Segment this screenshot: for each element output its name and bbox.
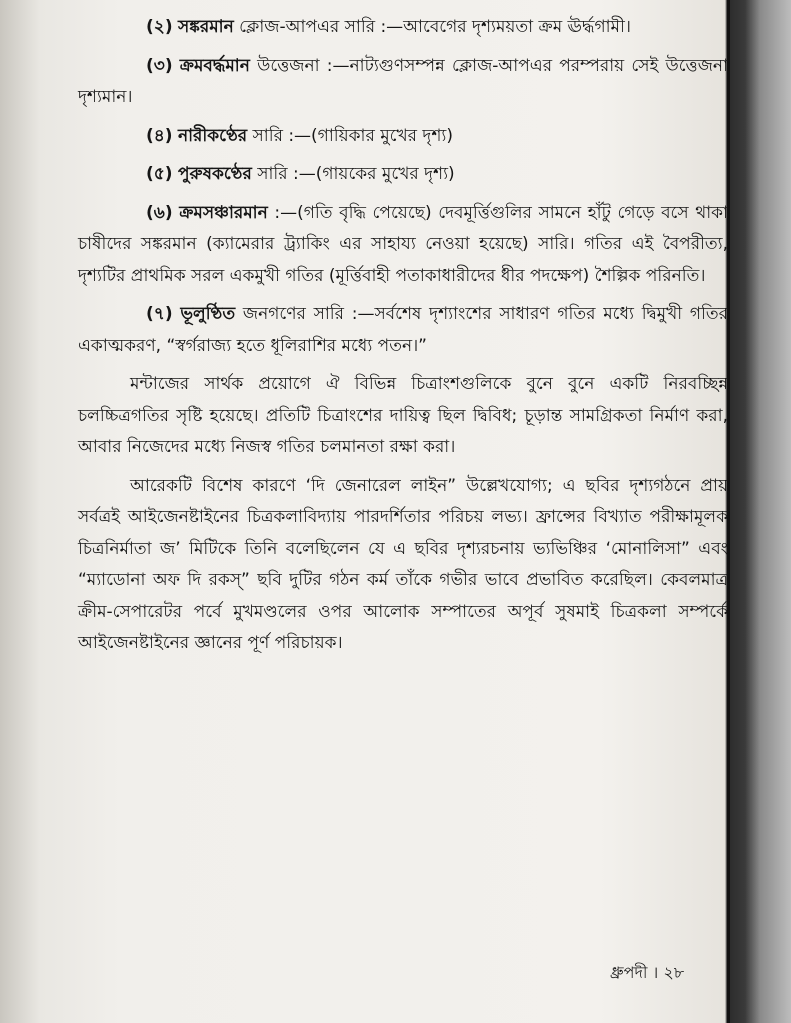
item-text: :—(গতি বৃদ্ধি পেয়েছে) দেবমূর্ত্তিগুলির সামনে হাঁটু গেড়ে বসে থাকা চাষীদের সঙ্করমান (ক্যামেরার ট্র্যাকিং এর সাহায্য নেওয়া হয়েছে) সারি। গতির এই বৈপরীত্য, দৃশ্যটির প্রাথমিক সরল একমুখী গতির (মূর্ত্তিবাহী পতাকাধারীদের ধীর পদক্ষেপ) শৈল্পিক পরিনতি।	[78, 202, 728, 286]
item-lead: পুরুষকণ্ঠের	[177, 164, 252, 184]
journal-name: ধ্রুপদী	[610, 963, 648, 982]
item-text: সারি :—(গায়কের মুখের দৃশ্য)	[251, 164, 455, 184]
list-item-4	[78, 121, 728, 153]
item-text: উত্তেজনা :—নাট্যগুণসম্পন্ন ক্লোজ-আপএর পরম্পরায় সেই উত্তেজনা দৃশ্যমান।	[78, 55, 728, 107]
list-item-2	[78, 12, 728, 44]
page-number: ২৮	[663, 963, 685, 982]
item-lead: নারীকণ্ঠের	[177, 125, 248, 146]
item-lead: ক্রমবর্দ্ধমান	[179, 55, 250, 76]
list-item-6	[78, 198, 728, 293]
body-paragraph-montage: মন্টাজের সার্থক প্রয়োগে ঐ বিভিন্ন চিত্রাংশগুলিকে বুনে বুনে একটি নিরবচ্ছিন্ন চলচ্চিত্রগতির সৃষ্টি হয়েছে। প্রতিটি চিত্রাংশের দায়িত্ব ছিল দ্বিবিধ; চূড়ান্ত সামগ্রিকতা নির্মাণ করা, আবার নিজেদের মধ্যে নিজস্ব গতির চলমানতা রক্ষা করা।	[78, 374, 728, 457]
item-lead: ভূলুণ্ঠিত	[180, 304, 236, 324]
item-number: (৬)	[146, 202, 173, 223]
item-text: জনগণের সারি :—সর্বশেষ দৃশ্যাংশের সাধারণ গতির মধ্যে দ্বিমুখী গতির একাত্মকরণ, “স্বর্গরাজ্য হতে ধূলিরাশির মধ্যে পতন।”	[78, 304, 728, 356]
item-number: (৫)	[146, 164, 173, 184]
item-number: (৩)	[146, 55, 173, 76]
item-number: (২)	[146, 17, 173, 37]
item-text: ক্লোজ-আপএর সারি :—আবেগের দৃশ্যময়তা ক্রম ঊর্দ্ধগামী।	[233, 17, 631, 37]
item-lead: সঙ্করমান	[178, 17, 234, 37]
list-item-3	[78, 51, 728, 114]
item-lead: ক্রমসঞ্চারমান	[179, 202, 268, 223]
list-item-7	[78, 299, 728, 362]
page-footer	[610, 960, 684, 987]
list-item-5	[78, 159, 728, 191]
page-body	[78, 12, 728, 667]
item-number: (৭)	[146, 304, 173, 324]
item-text: সারি :—(গায়িকার মুখের দৃশ্য)	[247, 125, 453, 146]
footer-separator: ।	[652, 963, 659, 982]
item-number: (৪)	[146, 125, 173, 146]
body-paragraph-general-line: আরেকটি বিশেষ কারণে ‘দি জেনারেল লাইন” উল্লেখযোগ্য; এ ছবির দৃশ্যগঠনে প্রায় সর্বত্রই আইজেনষ্টাইনের চিত্রকলাবিদ্যায় পারদর্শিতার পরিচয় লভ্য। ফ্রান্সের বিখ্যাত পরীক্ষামূলক চিত্রনির্মাতা জ’ মিটিকে তিনি বলেছিলেন যে এ ছবির দৃশ্যরচনায় ভ্যভিঞ্চির ‘মোনালিসা” এবং “ম্যাডোনা অফ দি রকস্” ছবি দুটির গঠন কর্ম তাঁকে গভীর ভাবে প্রভাবিত করেছিল। কেবলমাত্র ক্রীম-সেপারেটর পর্বে মুখমণ্ডলের ওপর আলোক সম্পাতের অপূর্ব সুষমাই চিত্রকলা সম্পর্কে আইজেনষ্টাইনের জ্ঞানের পূর্ণ পরিচায়ক।	[78, 475, 728, 653]
